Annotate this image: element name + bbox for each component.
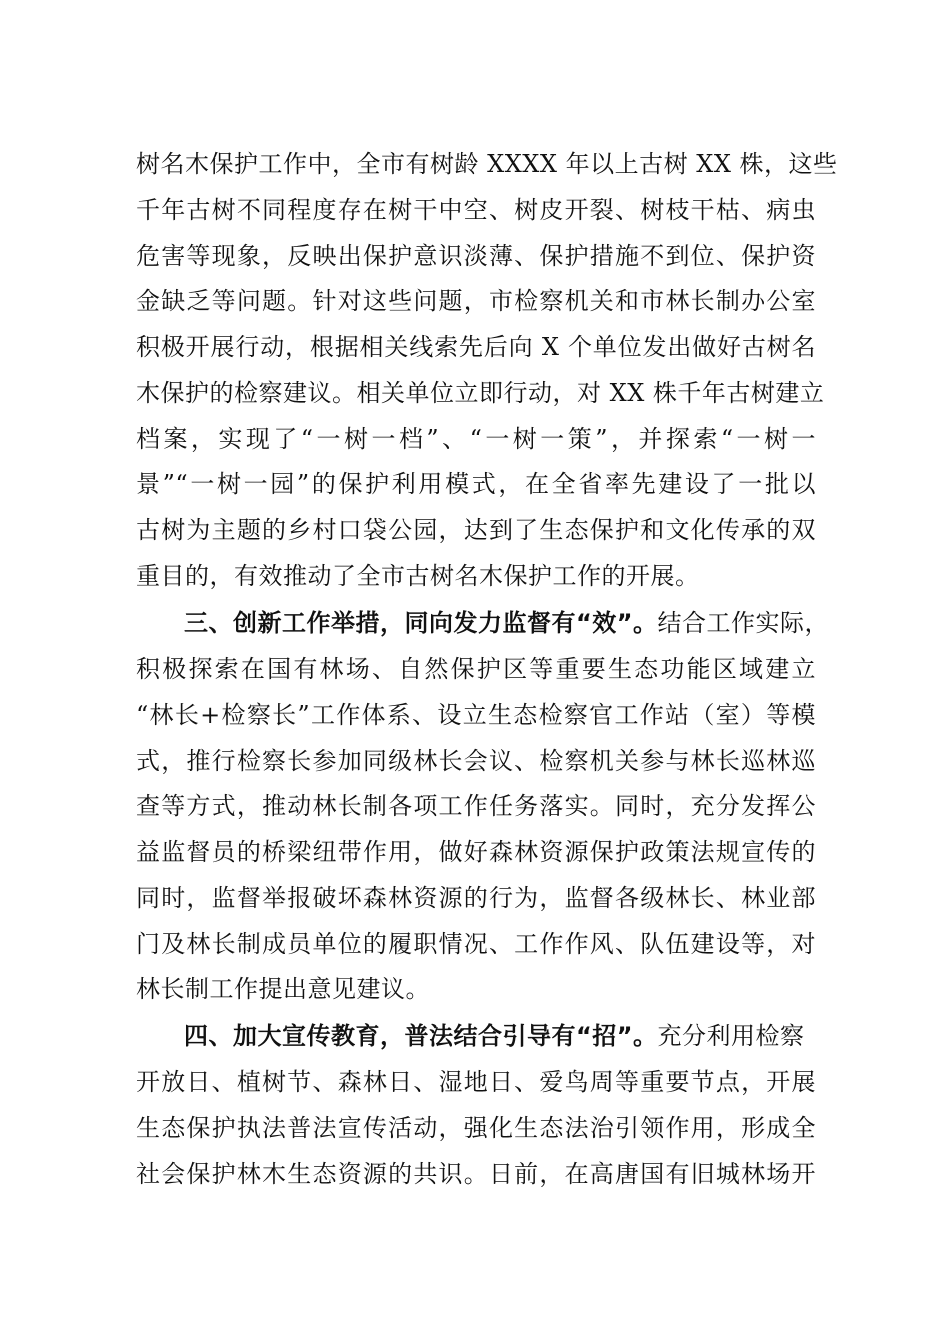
paragraph-line: 景”“一树一园”的保护利用模式，在全省率先建设了一批以 — [136, 470, 816, 498]
section-first-line — [184, 601, 830, 645]
paragraph-line: 式，推行检察长参加同级林长会议、检察机关参与林长巡林巡 — [136, 747, 816, 775]
paragraph-line: 木保护的检察建议。相关单位立即行动，对 XX 株千年古树建立 — [136, 379, 825, 407]
section-text: 充分利用检察 — [657, 1022, 805, 1050]
paragraph-line: “林长+检察长”工作体系、设立生态检察官工作站（室）等模 — [136, 701, 816, 729]
paragraph-line: 生态保护执法普法宣传活动，强化生态法治引领作用，形成全 — [136, 1114, 816, 1142]
paragraph-line: 金缺乏等问题。针对这些问题，市检察机关和市林长制办公室 — [136, 287, 816, 315]
paragraph-line: 门及林长制成员单位的履职情况、工作作风、队伍建设等，对 — [136, 930, 816, 958]
paragraph-line: 社会保护林木生态资源的共识。日前，在高唐国有旧城林场开 — [136, 1160, 816, 1188]
paragraph-line: 益监督员的桥梁纽带作用，做好森林资源保护政策法规宣传的 — [136, 838, 816, 866]
section-heading: 三、创新工作举措，同向发力监督有“效”。 — [184, 609, 658, 637]
section-heading: 四、加大宣传教育，普法结合引导有“招”。 — [184, 1022, 658, 1050]
paragraph-line: 树名木保护工作中，全市有树龄 XXXX 年以上古树 XX 株，这些 — [136, 150, 838, 178]
paragraph-line: 查等方式，推动林长制各项工作任务落实。同时，充分发挥公 — [136, 792, 816, 820]
section-first-line — [184, 1014, 816, 1058]
paragraph-line: 危害等现象，反映出保护意识淡薄、保护措施不到位、保护资 — [136, 242, 816, 270]
paragraph-line: 档案，实现了“一树一档”、“一树一策”，并探索“一树一 — [136, 425, 816, 453]
paragraph-line: 千年古树不同程度存在树干中空、树皮开裂、树枝干枯、病虫 — [136, 196, 816, 224]
section-text: 结合工作实际， — [657, 609, 830, 637]
paragraph-line: 同时，监督举报破坏森林资源的行为，监督各级林长、林业部 — [136, 884, 816, 912]
paragraph-line: 古树为主题的乡村口袋公园，达到了生态保护和文化传承的双 — [136, 516, 816, 544]
paragraph-line: 重目的，有效推动了全市古树名木保护工作的开展。 — [136, 562, 700, 590]
paragraph-line: 积极开展行动，根据相关线索先后向 X 个单位发出做好古树名 — [136, 333, 816, 361]
paragraph-line: 林长制工作提出意见建议。 — [136, 975, 430, 1003]
paragraph-line: 开放日、植树节、森林日、湿地日、爱鸟周等重要节点，开展 — [136, 1068, 816, 1096]
paragraph-line: 积极探索在国有林场、自然保护区等重要生态功能区域建立 — [136, 655, 816, 683]
